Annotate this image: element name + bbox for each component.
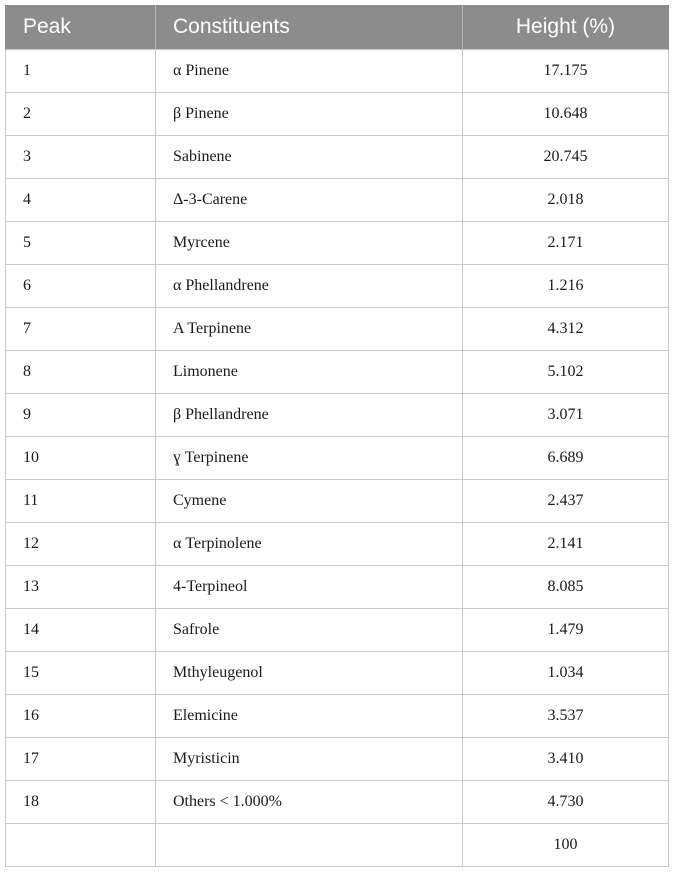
height-cell: 2.171 xyxy=(463,221,669,264)
constituent-cell: Safrole xyxy=(156,608,463,651)
header-constituents: Constituents xyxy=(156,5,463,49)
constituent-cell: Others < 1.000% xyxy=(156,780,463,823)
peak-cell: 6 xyxy=(6,264,156,307)
peak-cell xyxy=(6,823,156,866)
constituent-cell: 4-Terpineol xyxy=(156,565,463,608)
peak-cell: 16 xyxy=(6,694,156,737)
height-cell: 6.689 xyxy=(463,436,669,479)
table-row xyxy=(6,307,669,350)
table-row xyxy=(6,522,669,565)
peak-cell: 15 xyxy=(6,651,156,694)
table-row xyxy=(6,436,669,479)
height-cell: 8.085 xyxy=(463,565,669,608)
height-cell: 17.175 xyxy=(463,49,669,92)
peak-cell: 3 xyxy=(6,135,156,178)
constituent-cell: Myristicin xyxy=(156,737,463,780)
height-cell: 4.730 xyxy=(463,780,669,823)
table-row xyxy=(6,694,669,737)
constituents-table xyxy=(5,5,669,867)
constituent-cell: β Pinene xyxy=(156,92,463,135)
constituent-cell: Mthyleugenol xyxy=(156,651,463,694)
peak-cell: 14 xyxy=(6,608,156,651)
constituent-cell: Myrcene xyxy=(156,221,463,264)
peak-cell: 8 xyxy=(6,350,156,393)
peak-cell: 2 xyxy=(6,92,156,135)
height-cell: 3.410 xyxy=(463,737,669,780)
table-row xyxy=(6,221,669,264)
height-cell: 4.312 xyxy=(463,307,669,350)
peak-cell: 7 xyxy=(6,307,156,350)
table-row xyxy=(6,737,669,780)
height-cell: 3.071 xyxy=(463,393,669,436)
constituent-cell: Limonene xyxy=(156,350,463,393)
table-row xyxy=(6,350,669,393)
table-row xyxy=(6,651,669,694)
peak-cell: 1 xyxy=(6,49,156,92)
constituent-cell: Sabinene xyxy=(156,135,463,178)
height-cell: 2.018 xyxy=(463,178,669,221)
constituent-cell: Δ-3-Carene xyxy=(156,178,463,221)
table-row xyxy=(6,780,669,823)
table-row xyxy=(6,393,669,436)
constituent-cell: α Phellandrene xyxy=(156,264,463,307)
height-cell: 2.141 xyxy=(463,522,669,565)
constituent-cell: α Terpinolene xyxy=(156,522,463,565)
constituent-cell: Cymene xyxy=(156,479,463,522)
peak-cell: 4 xyxy=(6,178,156,221)
height-cell: 1.479 xyxy=(463,608,669,651)
table-row xyxy=(6,264,669,307)
table-row xyxy=(6,49,669,92)
constituent-cell xyxy=(156,823,463,866)
header-peak: Peak xyxy=(6,5,156,49)
peak-cell: 12 xyxy=(6,522,156,565)
table-row xyxy=(6,565,669,608)
height-cell: 2.437 xyxy=(463,479,669,522)
table-row xyxy=(6,479,669,522)
peak-cell: 11 xyxy=(6,479,156,522)
constituent-cell: ɣ Terpinene xyxy=(156,436,463,479)
height-cell: 1.034 xyxy=(463,651,669,694)
table-header xyxy=(6,5,669,49)
peak-cell: 9 xyxy=(6,393,156,436)
table-body xyxy=(6,49,669,866)
constituents-table-container xyxy=(5,5,668,867)
constituent-cell: β Phellandrene xyxy=(156,393,463,436)
table-row xyxy=(6,135,669,178)
peak-cell: 5 xyxy=(6,221,156,264)
height-cell: 5.102 xyxy=(463,350,669,393)
height-cell: 100 xyxy=(463,823,669,866)
height-cell: 20.745 xyxy=(463,135,669,178)
peak-cell: 18 xyxy=(6,780,156,823)
header-row xyxy=(6,5,669,49)
constituent-cell: α Pinene xyxy=(156,49,463,92)
peak-cell: 13 xyxy=(6,565,156,608)
header-height: Height (%) xyxy=(463,5,669,49)
peak-cell: 10 xyxy=(6,436,156,479)
height-cell: 10.648 xyxy=(463,92,669,135)
height-cell: 3.537 xyxy=(463,694,669,737)
constituent-cell: Elemicine xyxy=(156,694,463,737)
table-row xyxy=(6,92,669,135)
table-row xyxy=(6,608,669,651)
height-cell: 1.216 xyxy=(463,264,669,307)
peak-cell: 17 xyxy=(6,737,156,780)
table-row xyxy=(6,823,669,866)
table-row xyxy=(6,178,669,221)
constituent-cell: A Terpinene xyxy=(156,307,463,350)
